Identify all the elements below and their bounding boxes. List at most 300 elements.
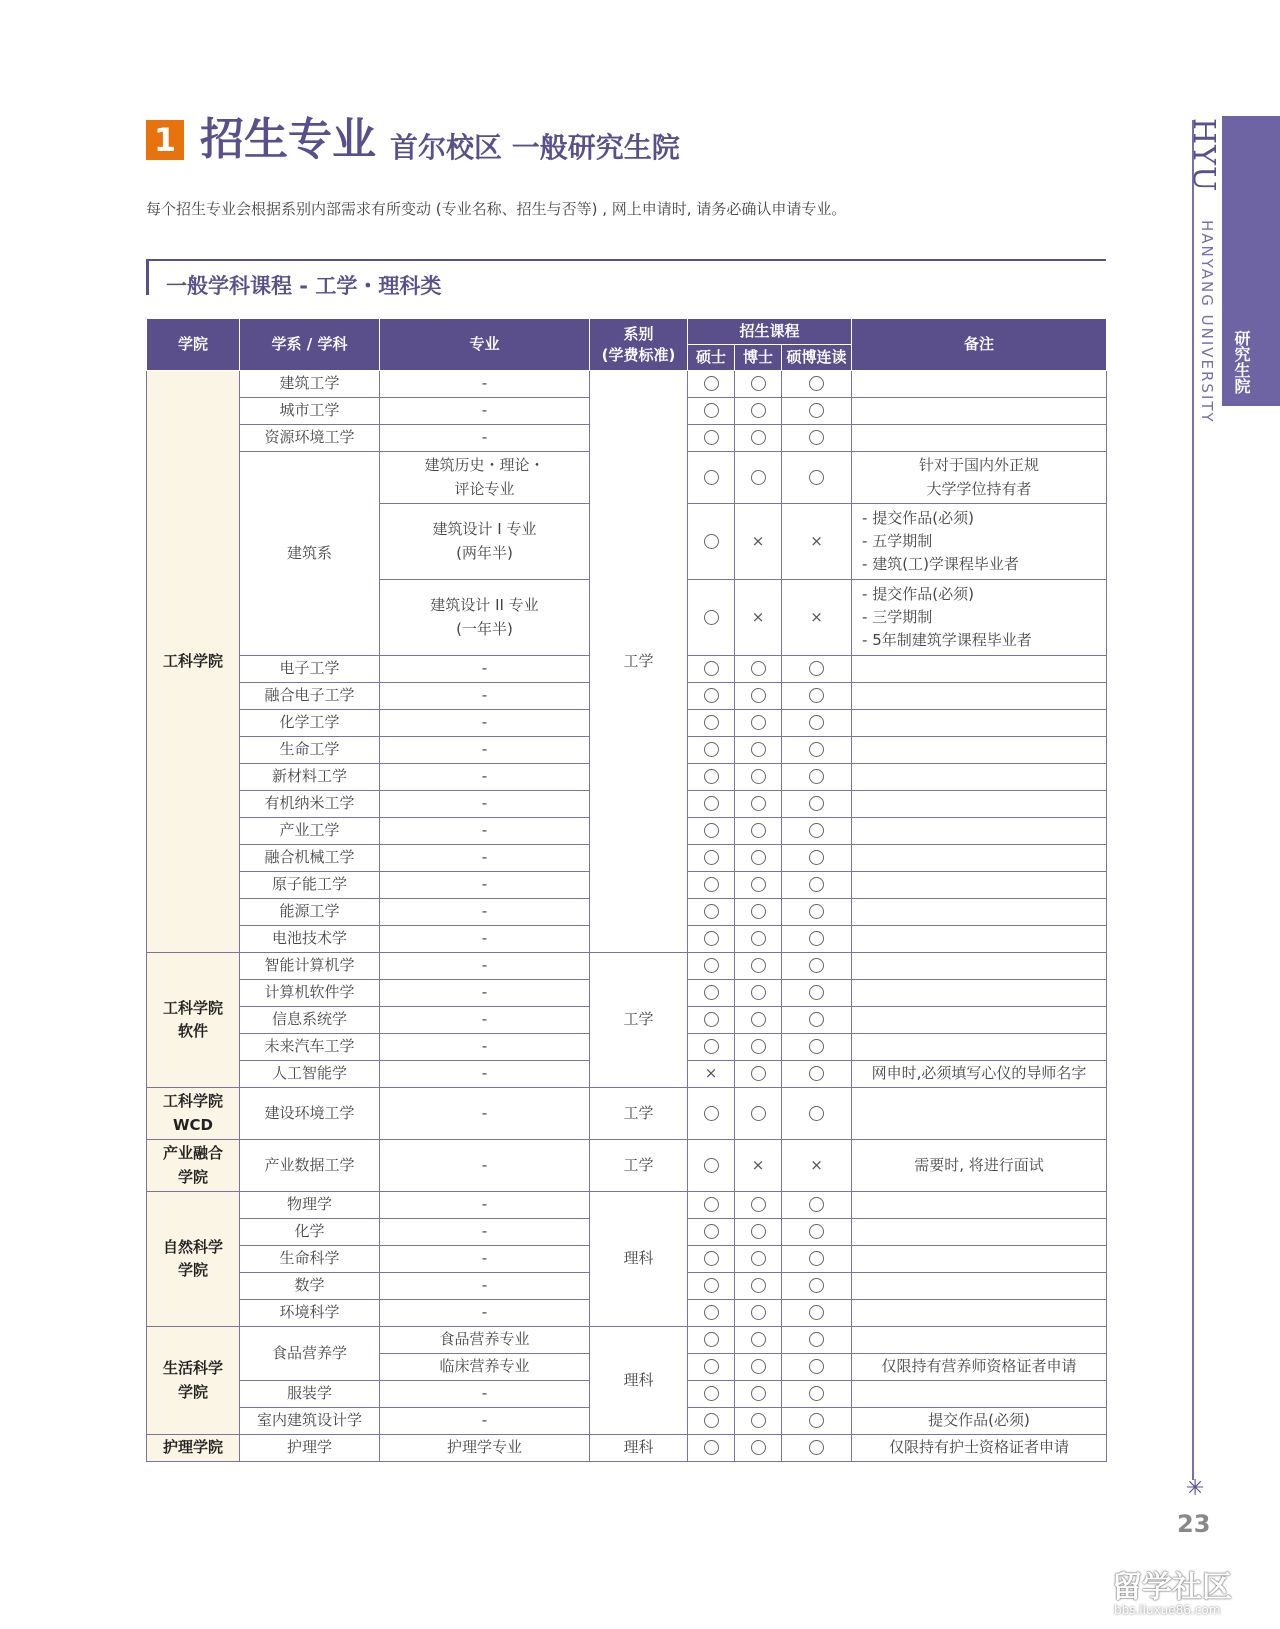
circle-icon: [751, 1224, 766, 1239]
circle-icon: [704, 877, 719, 892]
combined-mark: [782, 872, 852, 899]
circle-icon: [809, 1440, 824, 1455]
master-mark: [688, 953, 735, 980]
circle-icon: [751, 661, 766, 676]
master-mark: [688, 504, 735, 580]
major-cell: -: [380, 764, 590, 791]
doctor-mark: [735, 764, 782, 791]
table-row: [147, 1140, 1107, 1192]
circle-icon: [704, 769, 719, 784]
major-cell: -: [380, 1300, 590, 1327]
major-cell: -: [380, 710, 590, 737]
circle-icon: [751, 1106, 766, 1121]
circle-icon: [809, 1066, 824, 1081]
master-mark: [688, 1327, 735, 1354]
circle-icon: [704, 661, 719, 676]
dept-cell: 原子能工学: [240, 872, 380, 899]
circle-icon: [751, 470, 766, 485]
doctor-mark: [735, 899, 782, 926]
doctor-mark: [735, 1327, 782, 1354]
doctor-mark: [735, 452, 782, 504]
master-mark: [688, 1273, 735, 1300]
watermark-logo: 留学社区: [1112, 1570, 1232, 1605]
dept-cell: 产业工学: [240, 818, 380, 845]
doctor-mark: [735, 1140, 782, 1192]
circle-icon: [704, 850, 719, 865]
major-cell: -: [380, 1246, 590, 1273]
combined-mark: [782, 1219, 852, 1246]
college-cell: 工科学院 WCD: [147, 1088, 240, 1140]
doctor-mark: [735, 872, 782, 899]
major-cell: -: [380, 1219, 590, 1246]
remark-cell: [852, 1246, 1107, 1273]
master-mark: [688, 764, 735, 791]
master-mark: [688, 425, 735, 452]
combined-mark: [782, 1300, 852, 1327]
circle-icon: [704, 534, 719, 549]
circle-icon: [809, 823, 824, 838]
doctor-mark: [735, 1273, 782, 1300]
dept-cell: 产业数据工学: [240, 1140, 380, 1192]
master-mark: [688, 1219, 735, 1246]
dept-cell: 人工智能学: [240, 1061, 380, 1088]
major-cell: -: [380, 398, 590, 425]
dept-cell: 电池技术学: [240, 926, 380, 953]
remark-cell: [852, 1034, 1107, 1061]
remark-cell: 仅限持有营养师资格证者申请: [852, 1354, 1107, 1381]
combined-mark: [782, 683, 852, 710]
admissions-table: [146, 318, 1107, 1462]
doctor-mark: [735, 737, 782, 764]
doctor-mark: [735, 818, 782, 845]
sidebar-divider: [1192, 120, 1194, 1480]
major-cell: -: [380, 1381, 590, 1408]
circle-icon: [751, 1386, 766, 1401]
combined-mark: [782, 580, 852, 656]
master-mark: [688, 1408, 735, 1435]
combined-mark: [782, 845, 852, 872]
master-mark: [688, 926, 735, 953]
combined-mark: [782, 1327, 852, 1354]
circle-icon: [704, 1278, 719, 1293]
remark-cell: 提交作品(必须): [852, 1408, 1107, 1435]
circle-icon: [704, 610, 719, 625]
cross-icon: ×: [810, 531, 823, 550]
circle-icon: [809, 661, 824, 676]
dept-cell: 数学: [240, 1273, 380, 1300]
master-mark: [688, 1088, 735, 1140]
circle-icon: [751, 1440, 766, 1455]
circle-icon: [704, 904, 719, 919]
master-mark: [688, 371, 735, 398]
header-courses: 招生课程: [688, 319, 852, 345]
combined-mark: [782, 398, 852, 425]
remark-cell: [852, 1088, 1107, 1140]
combined-mark: [782, 1435, 852, 1462]
dept-cell: 信息系统学: [240, 1007, 380, 1034]
master-mark: [688, 845, 735, 872]
circle-icon: [704, 376, 719, 391]
remark-cell: [852, 1327, 1107, 1354]
cross-icon: ×: [751, 1155, 765, 1174]
combined-mark: [782, 1007, 852, 1034]
remark-cell: [852, 764, 1107, 791]
college-cell: 工科学院: [147, 371, 240, 953]
circle-icon: [751, 742, 766, 757]
circle-icon: [751, 823, 766, 838]
table-row: [147, 371, 1107, 398]
doctor-mark: [735, 1354, 782, 1381]
circle-icon: [809, 376, 824, 391]
remark-cell: 针对于国内外正规 大学学位持有者: [852, 452, 1107, 504]
table-row: [147, 1088, 1107, 1140]
circle-icon: [751, 376, 766, 391]
major-cell: -: [380, 1408, 590, 1435]
circle-icon: [809, 1197, 824, 1212]
page-number: 23: [1177, 1510, 1211, 1538]
circle-icon: [704, 1039, 719, 1054]
circle-icon: [809, 1251, 824, 1266]
circle-icon: [704, 1386, 719, 1401]
series-cell: 理科: [590, 1435, 688, 1462]
circle-icon: [809, 877, 824, 892]
master-mark: [688, 791, 735, 818]
major-cell: -: [380, 371, 590, 398]
combined-mark: [782, 1034, 852, 1061]
master-mark: [688, 656, 735, 683]
section-divider: [146, 259, 1106, 261]
major-cell: -: [380, 737, 590, 764]
circle-icon: [751, 715, 766, 730]
remark-cell: [852, 398, 1107, 425]
doctor-mark: [735, 710, 782, 737]
master-mark: [688, 580, 735, 656]
circle-icon: [809, 1224, 824, 1239]
cross-icon: ×: [704, 1064, 718, 1083]
doctor-mark: [735, 1381, 782, 1408]
circle-icon: [809, 769, 824, 784]
circle-icon: [751, 1305, 766, 1320]
remark-cell: 需要时, 将进行面试: [852, 1140, 1107, 1192]
combined-mark: [782, 818, 852, 845]
circle-icon: [809, 1305, 824, 1320]
doctor-mark: [735, 1408, 782, 1435]
combined-mark: [782, 504, 852, 580]
remark-cell: [852, 371, 1107, 398]
major-cell: -: [380, 1061, 590, 1088]
header-series: 系别 (学费标准): [590, 319, 688, 371]
remark-cell: [852, 926, 1107, 953]
dept-cell: 新材料工学: [240, 764, 380, 791]
major-cell: -: [380, 872, 590, 899]
circle-icon: [809, 1012, 824, 1027]
remark-cell: [852, 953, 1107, 980]
remark-cell: [852, 737, 1107, 764]
doctor-mark: [735, 371, 782, 398]
master-mark: [688, 980, 735, 1007]
combined-mark: [782, 1354, 852, 1381]
doctor-mark: [735, 1300, 782, 1327]
master-mark: [688, 710, 735, 737]
combined-mark: [782, 953, 852, 980]
circle-icon: [809, 1359, 824, 1374]
remark-cell: - 提交作品(必须) - 三学期制 - 5年制建筑学课程毕业者: [852, 580, 1107, 656]
section-tab-label: 研究生院: [1232, 330, 1251, 394]
dept-cell: 生命工学: [240, 737, 380, 764]
circle-icon: [751, 1359, 766, 1374]
combined-mark: [782, 452, 852, 504]
combined-mark: [782, 899, 852, 926]
major-cell: -: [380, 683, 590, 710]
doctor-mark: [735, 656, 782, 683]
circle-icon: [704, 430, 719, 445]
doctor-mark: [735, 1219, 782, 1246]
table-row: [147, 1435, 1107, 1462]
master-mark: [688, 872, 735, 899]
remark-cell: [852, 1219, 1107, 1246]
remark-cell: [852, 425, 1107, 452]
combined-mark: [782, 710, 852, 737]
dept-cell: 化学: [240, 1219, 380, 1246]
remark-cell: [852, 845, 1107, 872]
star-icon: ✳: [1186, 1476, 1205, 1501]
doctor-mark: [735, 1192, 782, 1219]
major-cell: 临床营养专业: [380, 1354, 590, 1381]
remark-cell: [852, 1273, 1107, 1300]
dept-cell: 生命科学: [240, 1246, 380, 1273]
master-mark: [688, 1300, 735, 1327]
doctor-mark: [735, 845, 782, 872]
major-cell: 建筑设计 I 专业 (两年半): [380, 504, 590, 580]
circle-icon: [809, 470, 824, 485]
dept-cell: 建筑系: [240, 452, 380, 656]
doctor-mark: [735, 1246, 782, 1273]
doctor-mark: [735, 398, 782, 425]
dept-cell: 化学工学: [240, 710, 380, 737]
major-cell: -: [380, 656, 590, 683]
master-mark: [688, 737, 735, 764]
dept-cell: 服装学: [240, 1381, 380, 1408]
dept-cell: 有机纳米工学: [240, 791, 380, 818]
circle-icon: [704, 1106, 719, 1121]
combined-mark: [782, 371, 852, 398]
remark-cell: [852, 872, 1107, 899]
dept-cell: 建筑工学: [240, 371, 380, 398]
circle-icon: [704, 796, 719, 811]
university-name: HANYANG UNIVERSITY: [1198, 220, 1216, 424]
major-cell: -: [380, 1273, 590, 1300]
header-dept: 学系 / 学科: [240, 319, 380, 371]
circle-icon: [704, 1224, 719, 1239]
dept-cell: 融合机械工学: [240, 845, 380, 872]
master-mark: [688, 452, 735, 504]
combined-mark: [782, 425, 852, 452]
combined-mark: [782, 1408, 852, 1435]
section-marker: [146, 259, 149, 295]
remark-cell: [852, 1381, 1107, 1408]
circle-icon: [751, 769, 766, 784]
combined-mark: [782, 1246, 852, 1273]
master-mark: [688, 818, 735, 845]
page-subtitle: 首尔校区 一般研究生院: [390, 131, 680, 164]
major-cell: 食品营养专业: [380, 1327, 590, 1354]
table-row: [147, 953, 1107, 980]
cross-icon: ×: [810, 607, 823, 626]
circle-icon: [809, 688, 824, 703]
circle-icon: [704, 403, 719, 418]
combined-mark: [782, 1273, 852, 1300]
circle-icon: [809, 1278, 824, 1293]
series-cell: 工学: [590, 371, 688, 953]
circle-icon: [809, 1413, 824, 1428]
series-cell: 工学: [590, 1088, 688, 1140]
circle-icon: [704, 742, 719, 757]
dept-cell: 护理学: [240, 1435, 380, 1462]
major-cell: -: [380, 953, 590, 980]
header-combined: 硕博连读: [782, 345, 852, 371]
remark-cell: [852, 818, 1107, 845]
doctor-mark: [735, 953, 782, 980]
circle-icon: [751, 958, 766, 973]
circle-icon: [704, 1197, 719, 1212]
circle-icon: [704, 1332, 719, 1347]
circle-icon: [704, 1305, 719, 1320]
major-cell: -: [380, 926, 590, 953]
master-mark: [688, 899, 735, 926]
dept-cell: 食品营养学: [240, 1327, 380, 1381]
doctor-mark: [735, 425, 782, 452]
circle-icon: [704, 1012, 719, 1027]
major-cell: -: [380, 1192, 590, 1219]
circle-icon: [751, 1066, 766, 1081]
combined-mark: [782, 1061, 852, 1088]
circle-icon: [704, 1251, 719, 1266]
header-master: 硕士: [688, 345, 735, 371]
major-cell: -: [380, 791, 590, 818]
circle-icon: [751, 1332, 766, 1347]
doctor-mark: [735, 1088, 782, 1140]
circle-icon: [809, 430, 824, 445]
master-mark: [688, 1007, 735, 1034]
combined-mark: [782, 926, 852, 953]
series-cell: 工学: [590, 1140, 688, 1192]
college-cell: 护理学院: [147, 1435, 240, 1462]
major-cell: -: [380, 899, 590, 926]
combined-mark: [782, 980, 852, 1007]
circle-icon: [809, 1386, 824, 1401]
dept-cell: 智能计算机学: [240, 953, 380, 980]
circle-icon: [809, 1106, 824, 1121]
circle-icon: [704, 688, 719, 703]
section-title: 一般学科课程 - 工学・理科类: [166, 274, 442, 298]
master-mark: [688, 1354, 735, 1381]
circle-icon: [809, 742, 824, 757]
circle-icon: [704, 931, 719, 946]
college-cell: 自然科学 学院: [147, 1192, 240, 1327]
major-cell: -: [380, 1140, 590, 1192]
major-cell: 建筑设计 II 专业 (一年半): [380, 580, 590, 656]
brand-logo: HYU: [1186, 118, 1221, 193]
combined-mark: [782, 656, 852, 683]
header-doctor: 博士: [735, 345, 782, 371]
circle-icon: [809, 403, 824, 418]
dept-cell: 融合电子工学: [240, 683, 380, 710]
major-cell: -: [380, 980, 590, 1007]
remark-cell: [852, 656, 1107, 683]
remark-cell: [852, 980, 1107, 1007]
combined-mark: [782, 1088, 852, 1140]
circle-icon: [704, 1413, 719, 1428]
master-mark: [688, 1192, 735, 1219]
circle-icon: [751, 1251, 766, 1266]
circle-icon: [704, 470, 719, 485]
circle-icon: [809, 985, 824, 1000]
circle-icon: [751, 1039, 766, 1054]
combined-mark: [782, 1140, 852, 1192]
circle-icon: [809, 850, 824, 865]
master-mark: [688, 1034, 735, 1061]
dept-cell: 未来汽车工学: [240, 1034, 380, 1061]
master-mark: [688, 1140, 735, 1192]
college-cell: 产业融合 学院: [147, 1140, 240, 1192]
circle-icon: [751, 850, 766, 865]
circle-icon: [704, 1440, 719, 1455]
dept-cell: 计算机软件学: [240, 980, 380, 1007]
circle-icon: [704, 823, 719, 838]
series-cell: 工学: [590, 953, 688, 1088]
doctor-mark: [735, 1435, 782, 1462]
circle-icon: [809, 796, 824, 811]
page-title: 招生专业: [200, 114, 376, 165]
series-cell: 理科: [590, 1192, 688, 1327]
series-cell: 理科: [590, 1327, 688, 1435]
major-cell: -: [380, 845, 590, 872]
remark-cell: [852, 1300, 1107, 1327]
circle-icon: [809, 958, 824, 973]
table-row: [147, 1192, 1107, 1219]
circle-icon: [751, 985, 766, 1000]
major-cell: -: [380, 425, 590, 452]
dept-cell: 室内建筑设计学: [240, 1408, 380, 1435]
circle-icon: [751, 796, 766, 811]
circle-icon: [751, 1413, 766, 1428]
section-number-badge: 1: [146, 120, 184, 160]
header-remarks: 备注: [852, 319, 1107, 371]
major-cell: -: [380, 1007, 590, 1034]
remark-cell: - 提交作品(必须) - 五学期制 - 建筑(工)学课程毕业者: [852, 504, 1107, 580]
doctor-mark: [735, 926, 782, 953]
circle-icon: [704, 1359, 719, 1374]
major-cell: -: [380, 1034, 590, 1061]
doctor-mark: [735, 1034, 782, 1061]
circle-icon: [751, 1012, 766, 1027]
dept-cell: 资源环境工学: [240, 425, 380, 452]
master-mark: [688, 1246, 735, 1273]
circle-icon: [809, 1039, 824, 1054]
master-mark: [688, 683, 735, 710]
master-mark: [688, 398, 735, 425]
remark-cell: [852, 710, 1107, 737]
college-cell: 生活科学 学院: [147, 1327, 240, 1435]
circle-icon: [751, 1278, 766, 1293]
circle-icon: [704, 715, 719, 730]
circle-icon: [751, 688, 766, 703]
doctor-mark: [735, 1061, 782, 1088]
cross-icon: ×: [751, 531, 765, 550]
major-cell: 护理学专业: [380, 1435, 590, 1462]
remark-cell: [852, 683, 1107, 710]
doctor-mark: [735, 980, 782, 1007]
